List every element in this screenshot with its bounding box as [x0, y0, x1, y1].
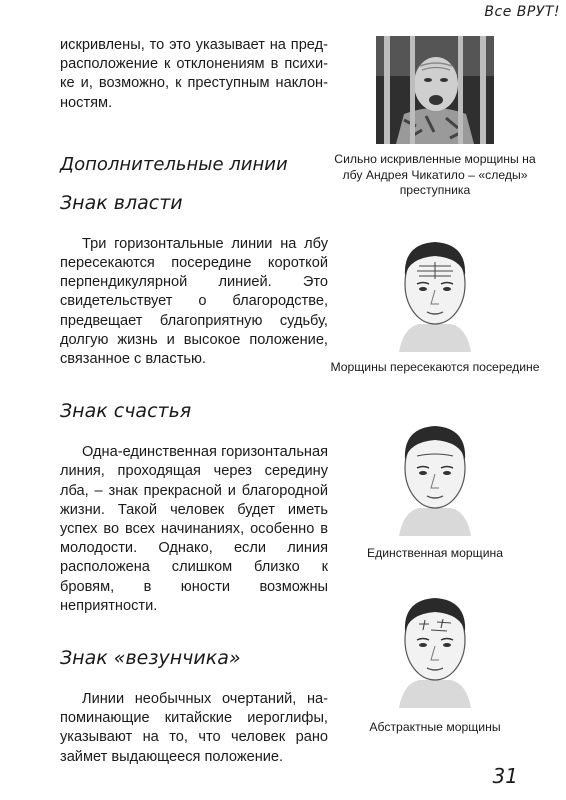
figure-photo [330, 36, 540, 199]
section-title: Дополнительные линии [60, 153, 288, 175]
face-3-caption: Абстрактные морщины [369, 720, 501, 734]
face-illustration-3 [330, 588, 540, 708]
chikatilo-photo [376, 36, 494, 144]
sign-happiness-title: Знак счастья [60, 400, 192, 423]
face-illustration-2 [330, 416, 540, 536]
header-mark: Все ВРУТ! [484, 4, 560, 20]
sign-lucky-text: Линии необычных очертаний, напоминающие китайские иероглифы, указывают на то, что человек рано займет выдающееся положение. [60, 691, 328, 765]
page-number: 31 [492, 764, 518, 788]
figure-face-2 [330, 416, 540, 562]
figure-face-1 [330, 232, 540, 376]
sign-power-text: Три горизонтальные линии на лбу пересекаются посередине короткой перпендикулярной линией. Это свидетельствует о благородстве, предвещает благоприятную судьбу, долгую жизнь и высокое положение, связанное с властью. [60, 235, 328, 368]
face-1-caption: Морщины пересекаются посередине [330, 360, 540, 374]
sign-lucky-title: Знак «везунчика» [60, 647, 241, 670]
sign-power-title: Знак власти [60, 191, 183, 214]
photo-caption: Сильно искривленные морщины на лбу Андрея Чикатило – «следы» преступника [334, 152, 536, 197]
main-text-column [60, 36, 328, 767]
figure-face-3 [330, 588, 540, 736]
sign-happiness-text: Одна-единственная горизонтальная линия, проходящая через середину лба, – знак прекрасной и благородной жизни. Такой человек будет иметь успех во всех начинаниях, особенно в молодости. Однако, если линия расположена слишком близко к бровям, в юности возможны неприятности. [60, 444, 328, 614]
face-2-caption: Единственная морщина [366, 546, 504, 560]
intro-paragraph: искривлены, то это указывает на предрасположение к отклонениям в психике и, возможно, к преступным наклонностям. [60, 37, 328, 111]
face-illustration-1 [330, 232, 540, 352]
